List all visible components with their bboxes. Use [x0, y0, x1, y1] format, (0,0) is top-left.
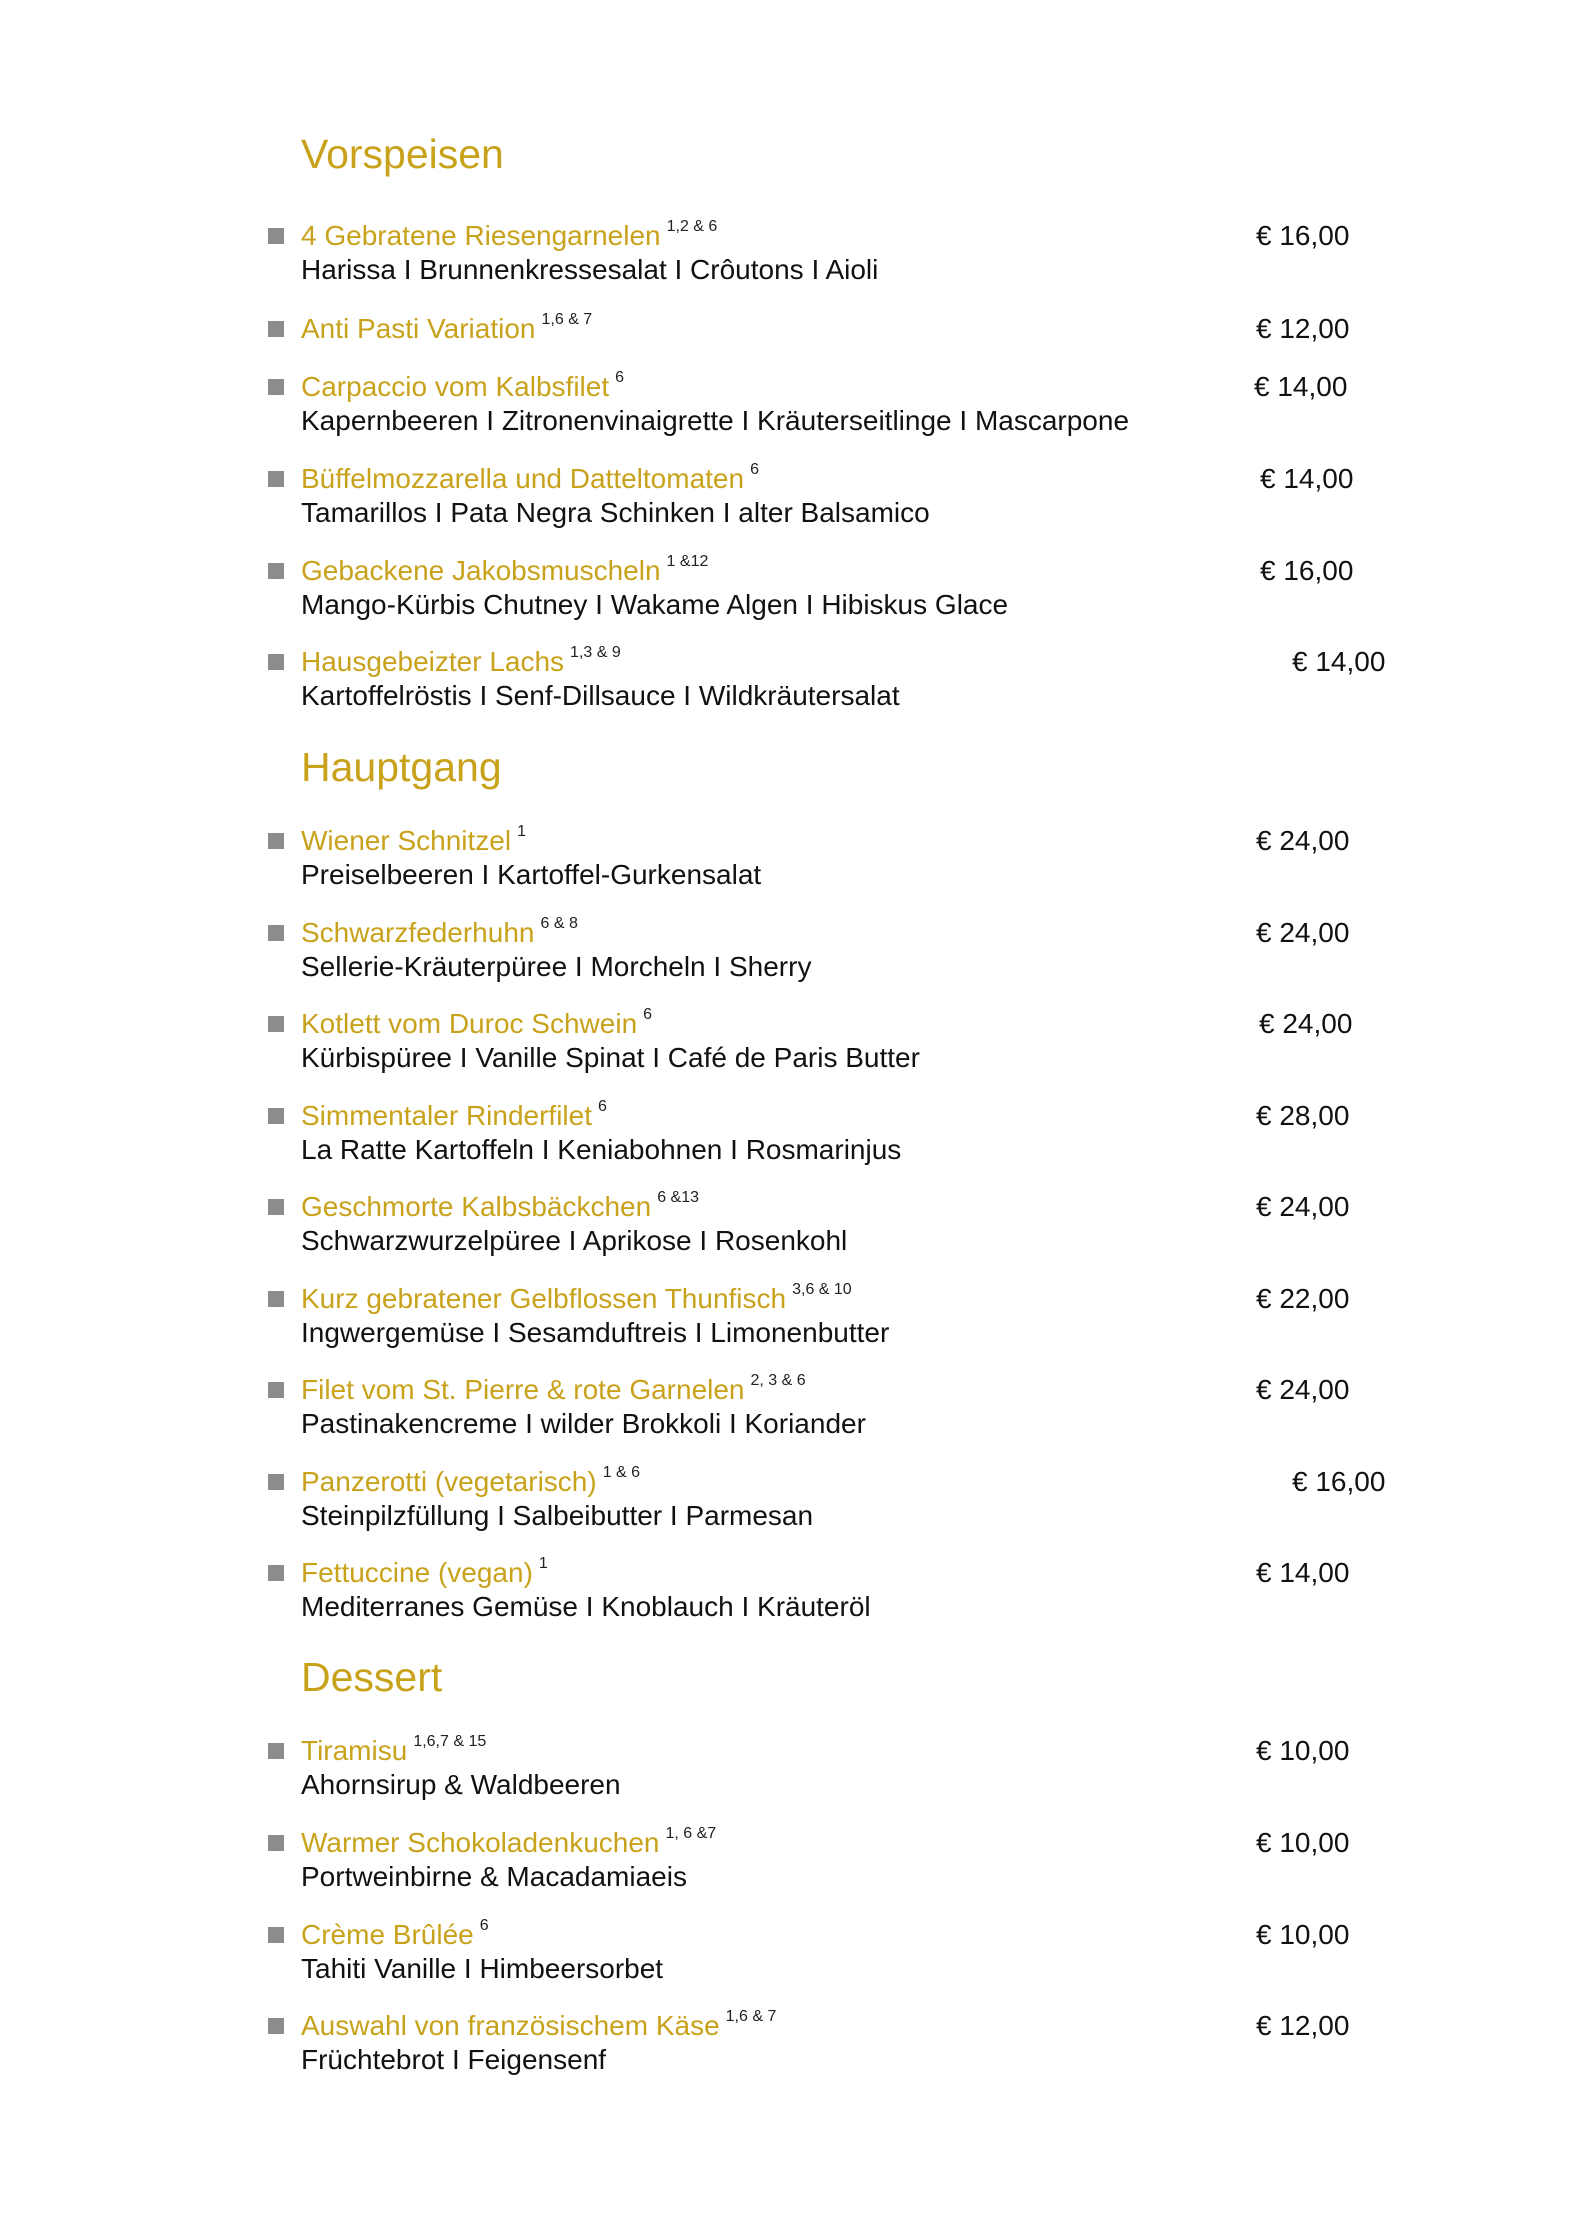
allergen-codes: 6: [598, 1098, 607, 1115]
bullet-icon: [268, 563, 284, 579]
section-title-dessert: Dessert: [301, 1654, 443, 1700]
allergen-codes: 6 & 8: [540, 915, 578, 932]
dish-price: € 14,00: [1256, 1557, 1350, 1588]
dish-price: € 10,00: [1256, 1827, 1350, 1858]
allergen-codes: 1,6 & 7: [541, 311, 593, 328]
dish-description: Kürbispüree I Vanille Spinat I Café de Paris Butter: [301, 1042, 920, 1073]
bullet-icon: [268, 2018, 284, 2034]
menu-item: [0, 1098, 1570, 1168]
dish-description: Tamarillos I Pata Negra Schinken I alter Balsamico: [301, 497, 930, 528]
dish-price: € 22,00: [1256, 1283, 1350, 1314]
allergen-codes: 6: [479, 1917, 489, 1934]
dish-price: € 14,00: [1292, 646, 1386, 677]
bullet-icon: [268, 471, 284, 487]
bullet-icon: [268, 228, 284, 244]
menu-item: [0, 644, 1570, 714]
dish-name: Anti Pasti Variation $^{1,6 \& 7}$: [301, 311, 593, 344]
dish-price: € 16,00: [1260, 555, 1354, 586]
allergen-codes: 1: [538, 1555, 548, 1572]
bullet-icon: [268, 1016, 284, 1032]
dish-description: Steinpilzfüllung I Salbeibutter I Parmesan: [301, 1500, 814, 1531]
dish-name: Hausgebeizter Lachs $^{1,3 \& 9}$: [301, 644, 621, 677]
bullet-icon: [268, 321, 284, 337]
bullet-icon: [268, 1835, 284, 1851]
menu-item: [0, 1281, 1570, 1351]
dish-description: Ingwergemüse I Sesamduftreis I Limonenbutter: [301, 1317, 890, 1348]
menu-item: [0, 218, 1570, 288]
dish-description: Preiselbeeren I Kartoffel-Gurkensalat: [301, 859, 762, 890]
allergen-codes: 1,6,7 & 15: [413, 1733, 487, 1750]
menu-item: [0, 1189, 1570, 1259]
allergen-codes: 6 &13: [657, 1189, 699, 1206]
dish-price: € 16,00: [1292, 1466, 1386, 1497]
allergen-codes: 3,6 & 10: [792, 1281, 852, 1298]
allergen-codes: 1 & 6: [602, 1464, 641, 1481]
dish-name: 4 Gebratene Riesengarnelen $^{1,2 \& 6}$: [301, 218, 718, 251]
bullet-icon: [268, 654, 284, 670]
dish-price: € 14,00: [1260, 463, 1354, 494]
dish-description: Kapernbeeren I Zitronenvinaigrette I Kräuterseitlinge I Mascarpone: [301, 405, 1130, 436]
menu-item: [0, 1464, 1570, 1534]
dish-name: Kurz gebratener Gelbflossen Thunfisch $^{3,6 \& 10}$: [301, 1281, 852, 1314]
dish-description: Mango-Kürbis Chutney I Wakame Algen I Hibiskus Glace: [301, 589, 1009, 620]
dish-description: Mediterranes Gemüse I Knoblauch I Kräuteröl: [301, 1591, 871, 1622]
dish-description: Harissa I Brunnenkressesalat I Crôutons I Aioli: [301, 254, 879, 285]
dish-name: Warmer Schokoladenkuchen $^{1, 6 \&7}$: [301, 1825, 717, 1858]
menu-item: [0, 553, 1570, 623]
dish-name: Kotlett vom Duroc Schwein $^6$: [301, 1006, 653, 1039]
dish-price: € 16,00: [1256, 220, 1350, 251]
section-title-hauptgang: Hauptgang: [301, 744, 502, 790]
dish-description: Portweinbirne & Macadamiaeis: [301, 1861, 687, 1892]
bullet-icon: [268, 1743, 284, 1759]
dish-price: € 24,00: [1259, 1008, 1353, 1039]
dish-name: Auswahl von französischem Käse $^{1,6 \& 7}$: [301, 2008, 777, 2041]
dish-price: € 24,00: [1256, 1191, 1350, 1222]
menu-item: [0, 1825, 1570, 1895]
dish-description: Pastinakencreme I wilder Brokkoli I Koriander: [301, 1408, 866, 1439]
dish-price: € 12,00: [1256, 2010, 1350, 2041]
dish-name: Tiramisu $^{1,6,7 \& 15}$: [301, 1733, 487, 1766]
allergen-codes: 1,6 & 7: [725, 2008, 777, 2025]
menu-item: [0, 1917, 1570, 1987]
dish-description: Tahiti Vanille I Himbeersorbet: [301, 1953, 664, 1984]
dish-price: € 24,00: [1256, 1374, 1350, 1405]
allergen-codes: 1,3 & 9: [570, 644, 621, 661]
dish-price: € 10,00: [1256, 1735, 1350, 1766]
dish-name: Wiener Schnitzel $^1$: [301, 823, 526, 856]
bullet-icon: [268, 1108, 284, 1124]
dish-price: € 28,00: [1256, 1100, 1350, 1131]
bullet-icon: [268, 1474, 284, 1490]
allergen-codes: 1, 6 &7: [665, 1825, 717, 1842]
dish-description: Ahornsirup & Waldbeeren: [301, 1769, 621, 1800]
dish-name: Simmentaler Rinderfilet $^6$: [301, 1098, 607, 1131]
menu-item: [0, 369, 1570, 439]
bullet-icon: [268, 1382, 284, 1398]
dish-description: Kartoffelröstis I Senf-Dillsauce I Wildkräutersalat: [301, 680, 900, 711]
allergen-codes: 6: [643, 1006, 653, 1023]
section-title-vorspeisen: Vorspeisen: [301, 131, 504, 177]
bullet-icon: [268, 833, 284, 849]
menu-item: [0, 1555, 1570, 1625]
menu-item: [0, 461, 1570, 531]
menu-item: [0, 1006, 1570, 1076]
allergen-codes: 1,2 & 6: [666, 218, 718, 235]
dish-name: Fettuccine (vegan) $^1$: [301, 1555, 548, 1588]
dish-price: € 24,00: [1256, 917, 1350, 948]
bullet-icon: [268, 1199, 284, 1215]
allergen-codes: 6: [750, 461, 759, 478]
dish-name: Gebackene Jakobsmuscheln $^{1 \&12}$: [301, 553, 709, 586]
bullet-icon: [268, 1565, 284, 1581]
bullet-icon: [268, 379, 284, 395]
dish-price: € 24,00: [1256, 825, 1350, 856]
dish-name: Panzerotti (vegetarisch) $^{1 \& 6}$: [301, 1464, 641, 1497]
menu-item: [0, 1733, 1570, 1803]
bullet-icon: [268, 1291, 284, 1307]
dish-price: € 14,00: [1254, 371, 1348, 402]
dish-description: Früchtebrot I Feigensenf: [301, 2044, 607, 2075]
dish-description: Schwarzwurzelpüree I Aprikose I Rosenkohl: [301, 1225, 848, 1256]
allergen-codes: 6: [615, 369, 625, 386]
dish-name: Filet vom St. Pierre & rote Garnelen $^{2, 3 \& 6}$: [301, 1372, 806, 1405]
bullet-icon: [268, 925, 284, 941]
allergen-codes: 1 &12: [666, 553, 709, 570]
menu-item: [0, 915, 1570, 985]
allergen-codes: 2, 3 & 6: [750, 1372, 806, 1389]
menu-item: [0, 823, 1570, 893]
dish-description: La Ratte Kartoffeln I Keniabohnen I Rosmarinjus: [301, 1134, 902, 1165]
dish-name: Carpaccio vom Kalbsfilet $^6$: [301, 369, 625, 402]
bullet-icon: [268, 1927, 284, 1943]
dish-name: Schwarzfederhuhn $^{6 \& 8}$: [301, 915, 578, 948]
dish-description: Sellerie-Kräuterpüree I Morcheln I Sherry: [301, 951, 812, 982]
menu-item: [0, 1372, 1570, 1442]
allergen-codes: 1: [517, 823, 526, 840]
dish-price: € 12,00: [1256, 313, 1350, 344]
menu-item: [0, 2008, 1570, 2078]
dish-price: € 10,00: [1256, 1919, 1350, 1950]
dish-name: Büffelmozzarella und Datteltomaten $^6$: [301, 461, 759, 494]
dish-name: Geschmorte Kalbsbäckchen $^{6 \&13}$: [301, 1189, 699, 1222]
dish-name: Crème Brûlée $^6$: [301, 1917, 489, 1950]
